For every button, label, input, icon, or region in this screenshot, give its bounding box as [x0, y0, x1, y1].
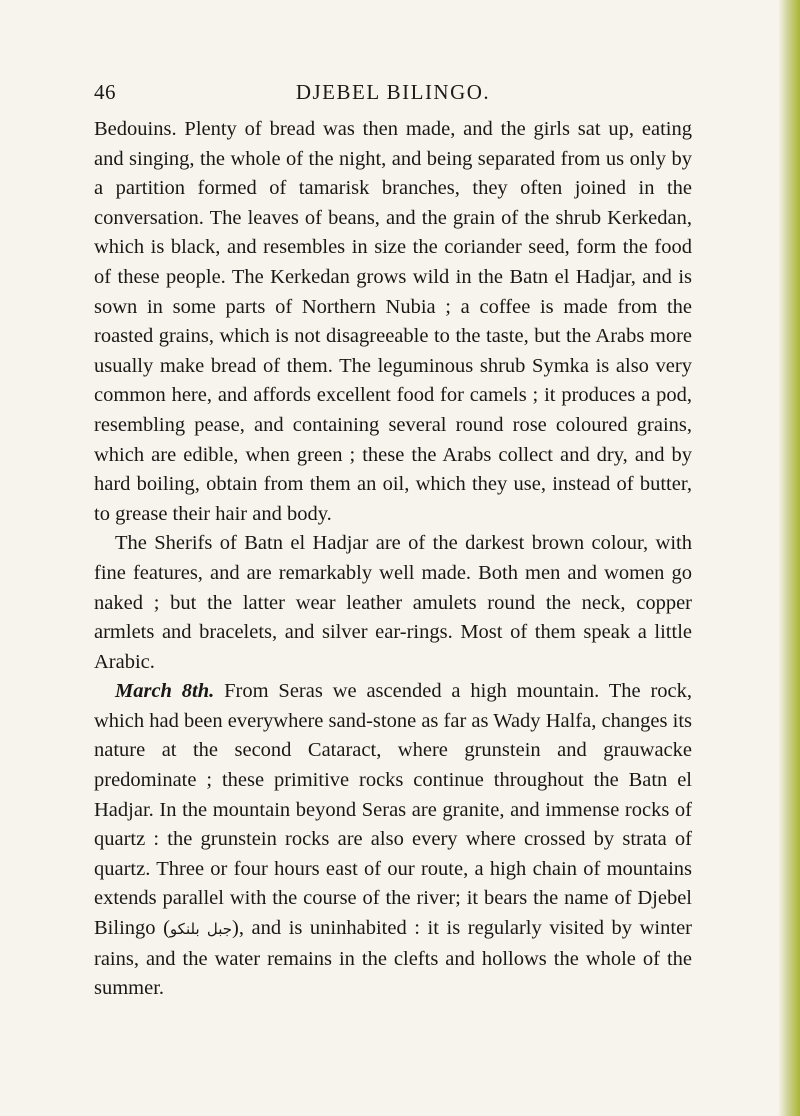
- page-edge-shadow: [778, 0, 800, 1116]
- page-header: [94, 80, 692, 110]
- paragraph-3: [94, 677, 692, 1004]
- paragraph-3-text-after: ), and is uninhabited : it is regularly visited by winter rains, and the water remains in the clefts and hollows the whole of the summer.: [94, 917, 692, 1000]
- page-number: 46: [94, 80, 116, 104]
- body-text: [94, 115, 692, 1004]
- arabic-name: جبل بلنكو: [169, 920, 232, 939]
- paragraph-1: Bedouins. Plenty of bread was then made, and the girls sat up, eating and singing, the whole of the night, and being separated from us only by a partition formed of tamarisk branches, they often joined in the conversation. The leaves of beans, and the grain of the shrub Kerkedan, which is black, and resembles in size the coriander seed, form the food of these people. The Kerkedan grows wild in the Batn el Hadjar, and is sown in some parts of Northern Nubia ; a coffee is made from the roasted grains, which is not disagreeable to the taste, but the Arabs more usually make bread of them. The leguminous shrub Symka is also very common here, and affords excellent food for camels ; it produces a pod, resembling pease, and containing several round rose coloured grains, which are edible, when green ; these the Arabs collect and dry, and by hard boiling, obtain from them an oil, which they use, instead of butter, to grease their hair and body.: [94, 118, 692, 525]
- running-title: DJEBEL BILINGO.: [295, 80, 491, 104]
- entry-date: March 8th.: [115, 680, 215, 703]
- paragraph-3-text: From Seras we ascended a high mountain. The rock, which had been everywhere sand-stone as far as Wady Halfa, changes its nature at the second Cataract, where grunstein and grauwacke predominate ; these primitive rocks continue throughout the Batn el Hadjar. In the mountain beyond Seras are granite, and immense rocks of quartz : the grunstein rocks are also every where crossed by strata of quartz. Three or four hours east of our route, a high chain of mountains extends parallel with the course of the river; it bears the name of Djebel Bilingo (: [94, 680, 692, 940]
- paragraph-2: The Sherifs of Batn el Hadjar are of the darkest brown colour, with fine features, and are remarkably well made. Both men and women go naked ; but the latter wear leather amulets round the neck, copper armlets and bracelets, and silver ear-rings. Most of them speak a little Arabic.: [94, 532, 692, 673]
